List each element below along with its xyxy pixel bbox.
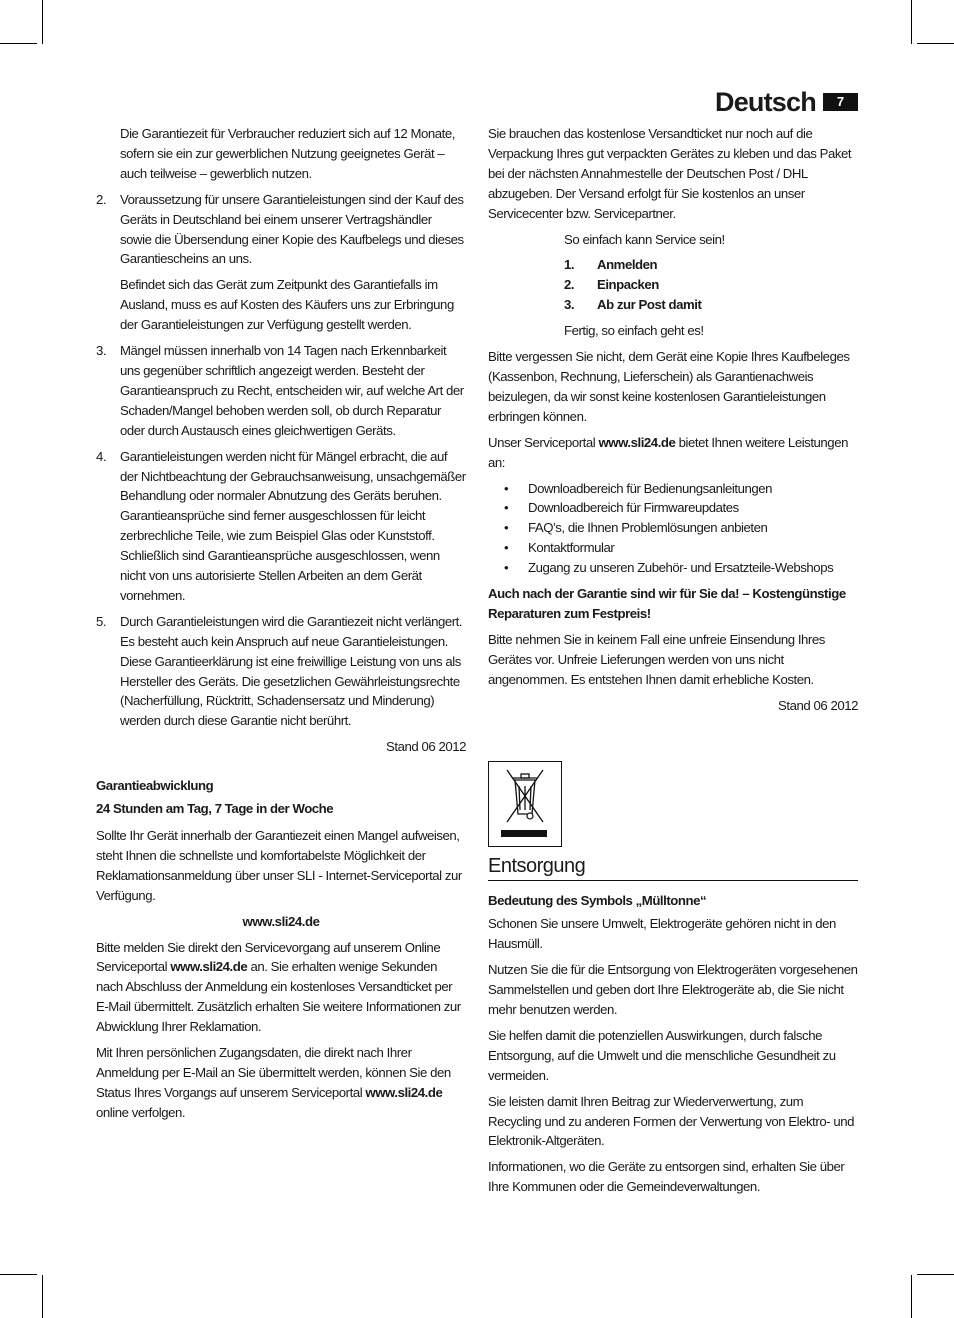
paragraph: Nutzen Sie die für die Entsorgung von Elektrogeräten vorgesehenen Sammelstellen und geben dort Ihre Elektrogeräte ab, die Sie nicht mehr benutzen werden. [488, 962, 858, 1017]
paragraph: Sie helfen damit die potenziellen Auswirkungen, durch falsche Entsorgung, auf die Umwelt und die menschliche Gesundheit zu vermeiden. [488, 1027, 836, 1083]
crop-mark [0, 1274, 37, 1275]
list-number: 3. [96, 343, 107, 359]
list-text: Mängel müssen innerhalb von 14 Tagen nach Erkennbarkeit uns gegenüber schriftlich angezeigt werden. Besteht der Garantieanspruch zu Recht, entscheiden wir, auf welche Art der Schaden/Mangel behoben werden soll, ob durch Reparatur oder durch Austausch eines gleichwertigen Geräts. [120, 343, 464, 438]
service-list [488, 479, 858, 579]
highlight-paragraph: Auch nach der Garantie sind wir für Sie da! – Kostengünstige Reparaturen zum Festpreis! [488, 586, 846, 621]
crop-mark [917, 43, 954, 44]
list-number: 2. [96, 191, 107, 207]
list-number: 5. [96, 613, 107, 629]
list-item [96, 447, 466, 606]
paragraph: Informationen, wo die Geräte zu entsorgen sind, erhalten Sie über Ihre Kommunen oder die Gemeindeverwaltungen. [488, 1159, 845, 1195]
stand-date: Stand 06 2012 [778, 697, 858, 713]
stand-date: Stand 06 2012 [386, 739, 466, 755]
steps-list [488, 255, 858, 315]
language-title: Deutsch [715, 87, 816, 117]
crop-mark [42, 0, 43, 44]
crop-mark [917, 1274, 954, 1275]
list-item: • Downloadbereich für Bedienungsanleitungen [504, 480, 773, 496]
paragraph: Sie brauchen das kostenlose Versandticket nur noch auf die Verpackung Ihres gut verpackten Gerätes zu kleben und das Paket bei der nächsten Annahmestelle der Deutschen Post / DHL abzugeben. Der Versand erfolgt für Sie kostenlos an unser Servicecenter bzw. Servicepartner. [488, 126, 852, 221]
section-heading: Garantieabwicklung [96, 778, 214, 794]
paragraph: Bitte nehmen Sie in keinem Fall eine unfreie Einsendung Ihres Gerätes vor. Unfreie Lieferungen werden von uns nicht angenommen. Es entstehen Ihnen damit erhebliche Kosten. [488, 631, 825, 687]
portal-link[interactable]: www.sli24.de [242, 913, 320, 929]
list-item: • Zugang zu unseren Zubehör- und Ersatzteile-Webshops [504, 560, 834, 576]
section-subheading: 24 Stunden am Tag, 7 Tage in der Woche [96, 801, 334, 817]
list-item [96, 341, 466, 441]
intro-paragraph: Die Garantiezeit für Verbraucher reduziert sich auf 12 Monate, sofern sie ein zur gewerblichen Nutzung geeignetes Gerät – auch teilweise – gewerblich nutzen. [120, 126, 455, 181]
list-item: • FAQ’s, die Ihnen Problemlösungen anbieten [504, 520, 768, 536]
portal-link[interactable]: www.sli24.de [365, 1084, 443, 1100]
paragraph: Mit Ihren persönlichen Zugangsdaten, die direkt nach Ihrer Anmeldung per E-Mail an Sie übermittelt werden, können Sie den Status Ihres Vorgangs auf unserem Serviceportal www.sli24.de online verfolgen. [96, 1045, 451, 1120]
slogan: So einfach kann Service sein! [564, 231, 725, 247]
section-subheading: Bedeutung des Symbols „Mülltonne“ [488, 893, 707, 909]
paragraph: Sie leisten damit Ihren Beitrag zur Wiederverwertung, zum Recycling und zu anderen Formen der Verwertung von Elektro- und Elektronik-Altgeräten. [488, 1093, 855, 1149]
crop-mark [0, 43, 37, 44]
paragraph: Unser Serviceportal www.sli24.de bietet Ihnen weitere Leistungen an: [488, 434, 848, 470]
list-text: Garantieleistungen werden nicht für Mängel erbracht, die auf der Nichtbeachtung der Gebrauchsanweisung, unsachgemäßer Behandlung oder normaler Abnutzung des Geräts beruhen. Garantieansprüche sind ferner ausgeschlossen für leicht zerbrechliche Teile, wie zum Beispiel Glas oder Kunststoff. Schließlich sind Garantieansprüche ausgeschlossen, wenn nicht von uns autorisierte Stellen Arbeiten an dem Gerät vornehmen. [120, 448, 466, 603]
section-title: Entsorgung [488, 853, 858, 881]
step-item: 1. Anmelden [564, 257, 658, 273]
list-item [96, 612, 466, 731]
left-column [96, 124, 466, 1129]
portal-link[interactable]: www.sli24.de [598, 434, 676, 450]
page-header [700, 82, 860, 118]
wheelie-bin-icon [488, 761, 562, 847]
list-item: • Downloadbereich für Firmwareupdates [504, 500, 739, 516]
list-text: Voraussetzung für unsere Garantieleistungen sind der Kauf des Geräts in Deutschland bei einem unserer Vertragshändler sowie die Übersendung einer Kopie des Kaufbelegs und dieses Garantiescheins an uns. [120, 191, 464, 267]
list-number: 4. [96, 448, 107, 464]
paragraph: Bitte vergessen Sie nicht, dem Gerät eine Kopie Ihres Kaufbeleges (Kassenbon, Rechnung, Lieferschein) als Garantienachweis beizulegen, da wir sonst keine kostenlosen Garantieleistungen erbringen können. [488, 349, 850, 424]
list-item: • Kontaktformular [504, 540, 615, 556]
paragraph: Sollte Ihr Gerät innerhalb der Garantiezeit einen Mangel aufweisen, steht Ihnen die schnellste und komfortabelste Möglichkeit der Reklamationsanmeldung über unser SLI - Internet-Serviceportal zur Verfügung. [96, 828, 462, 903]
list-item [96, 190, 466, 270]
portal-link[interactable]: www.sli24.de [170, 959, 248, 975]
crop-mark [911, 0, 912, 44]
slogan: Fertig, so einfach geht es! [564, 323, 704, 339]
page-number: 7 [823, 93, 858, 111]
right-column [488, 124, 858, 1203]
crop-mark [42, 1275, 43, 1318]
crop-mark [911, 1275, 912, 1318]
step-item: 2. Einpacken [564, 277, 659, 293]
paragraph: Bitte melden Sie direkt den Servicevorgang auf unserem Online Serviceportal www.sli24.de an. Sie erhalten wenige Sekunden nach Abschluss der Anmeldung ein kostenloses Versandticket per E-Mail übermittelt. Zusätzlich erhalten Sie weitere Informationen zur Abwicklung Ihrer Reklamation. [96, 939, 461, 1035]
list-text: Durch Garantieleistungen wird die Garantiezeit nicht verlängert. Es besteht auch kein Anspruch auf neue Garantieleistungen. Diese Garantieerklärung ist eine freiwillige Leistung von uns als Hersteller des Geräts. Die gesetzlichen Gewährleistungsrechte (Nacherfüllung, Rücktritt, Schadensersatz und Minderung) werden durch diese Garantie nicht berührt. [120, 613, 463, 729]
step-item: 3. Ab zur Post damit [564, 297, 702, 313]
paragraph: Schonen Sie unsere Umwelt, Elektrogeräte gehören nicht in den Hausmüll. [488, 916, 836, 952]
list-continuation: Befindet sich das Gerät zum Zeitpunkt des Garantiefalls im Ausland, muss es auf Kosten des Käufers uns zur Erbringung der Garantieleistungen zur Verfügung gestellt werden. [120, 277, 454, 333]
